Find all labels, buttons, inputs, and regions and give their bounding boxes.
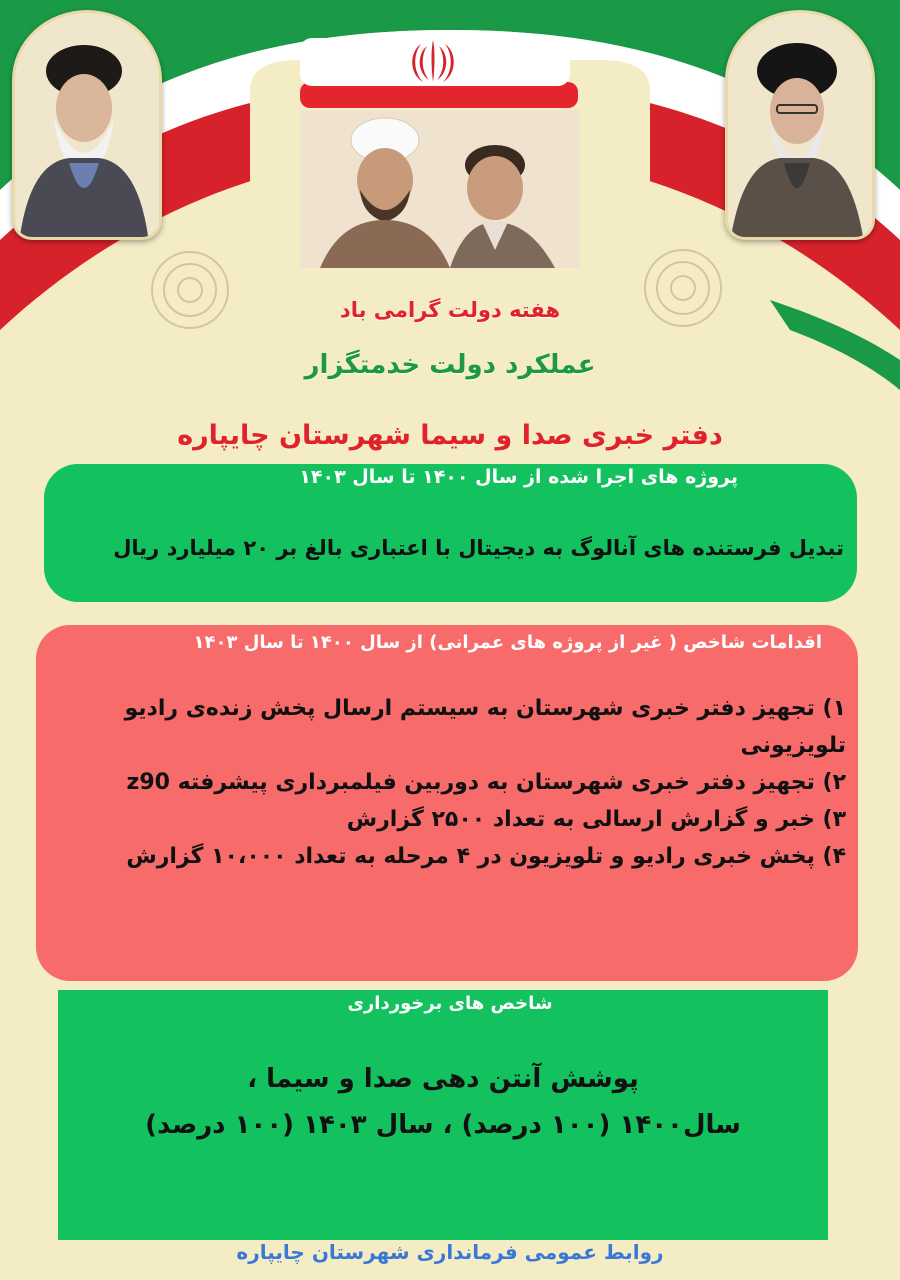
list-item: ۳) خبر و گزارش ارسالی به تعداد ۲۵۰۰ گزارش <box>346 807 846 832</box>
iran-emblem-icon <box>405 36 461 86</box>
martyrs-photo-image <box>300 110 580 268</box>
government-week-text: هفته دولت گرامی باد <box>339 298 561 322</box>
actions-list <box>48 690 846 875</box>
portrait-right-image <box>725 13 872 240</box>
portrait-right <box>725 10 875 240</box>
list-item: ۱) تجهیز دفتر خبری شهرستان به سیستم ارسال پخش زنده‌ی رادیو تلویزیونی <box>124 696 846 758</box>
list-item: ۴) پخش خبری رادیو و تلویزیون در ۴ مرحله به تعداد ۱۰،۰۰۰ گزارش <box>126 844 846 869</box>
office-title: دفتر خبری صدا و سیما شهرستان چایپاره <box>177 420 723 451</box>
martyrs-photo <box>300 110 580 268</box>
indicators-title: شاخص های برخورداری <box>347 993 553 1014</box>
actions-title: اقدامات شاخص ( غیر از پروژه های عمرانی) از سال ۱۴۰۰ تا سال ۱۴۰۳ <box>193 632 822 653</box>
list-item: ۲) تجهیز دفتر خبری شهرستان به دوربین فیلمبرداری پیشرفته z90 <box>126 770 846 795</box>
projects-text: تبدیل فرستنده های آنالوگ به دیجیتال با اعتباری بالغ بر ۲۰ میلیارد ریال <box>113 536 844 560</box>
portrait-left <box>12 10 162 240</box>
indicators-line-2: سال۱۴۰۰ (۱۰۰ درصد) ، سال ۱۴۰۳ (۱۰۰ درصد) <box>145 1110 741 1140</box>
indicators-line-1: پوشش آنتن دهی صدا و سیما ، <box>247 1064 639 1094</box>
footer-text: روابط عمومی فرمانداری شهرستان چایپاره <box>236 1240 664 1264</box>
portrait-left-image <box>12 13 159 240</box>
projects-title: پروژه های اجرا شده از سال ۱۴۰۰ تا سال ۱۴۰۳ <box>299 466 738 488</box>
government-performance-text: عملکرد دولت خدمتگزار <box>304 350 596 380</box>
